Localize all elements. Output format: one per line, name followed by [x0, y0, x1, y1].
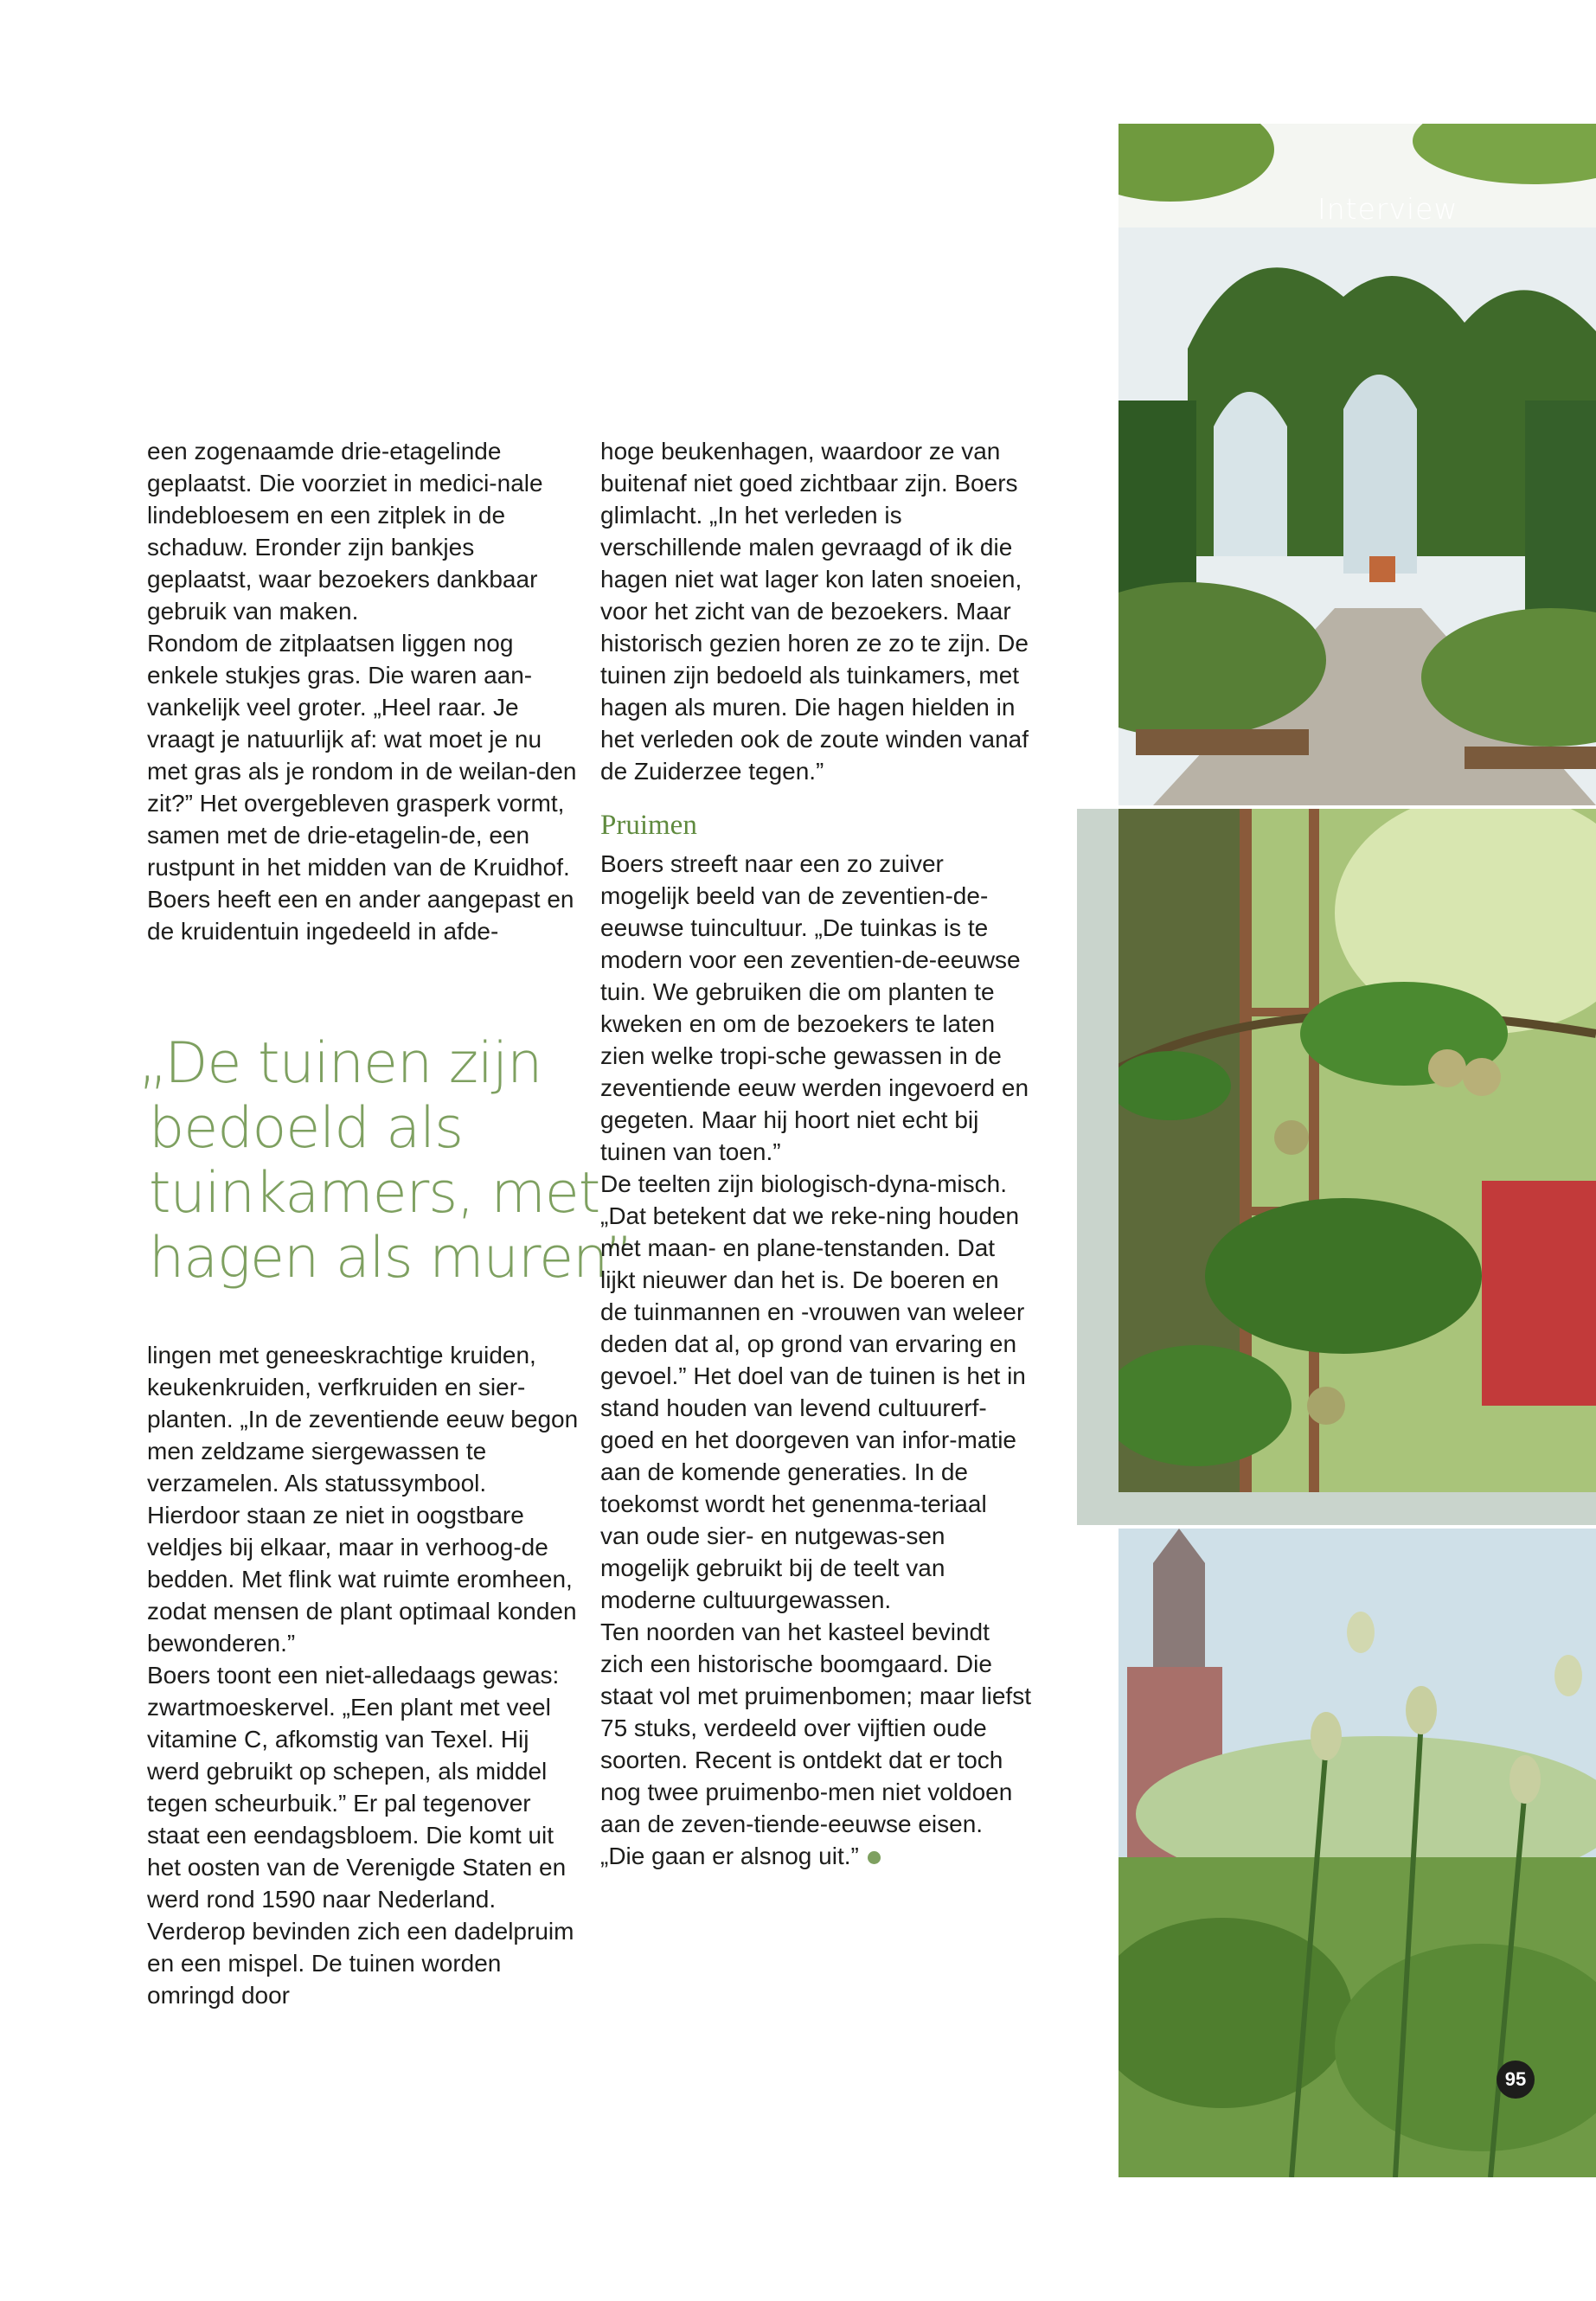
paragraph: Boers streeft naar een zo zuiver mogelijk beeld van de zeventien-de-eeuwse tuincultuur. „De tuinkas is te modern voor een zeventien-de-eeuwse tuin. We gebruiken die om planten te kweken en om de bezoekers te laten zien welke tropi-sche gewassen in de zeventiende eeuw werden ingevoerd en gegeten. Maar hij hoort niet echt bij tuinen van toen.”: [600, 850, 1029, 1165]
pull-quote-line: hagen als muren”: [149, 1226, 633, 1291]
pull-quote-line: bedoeld als: [149, 1096, 464, 1161]
paragraph: hoge beukenhagen, waardoor ze van buitenaf niet goed zichtbaar zijn. Boers glimlacht. „In het verleden is verschillende malen gevraagd of ik die hagen niet wat lager kon laten snoeien, voor het zicht van de bezoekers. Maar historisch gezien horen ze zo te zijn. De tuinen zijn bedoeld als tuinkamers, met hagen als muren. Die hagen hielden in het verleden ook de zoute winden vanaf de Zuiderzee tegen.”: [600, 438, 1029, 785]
section-label: Interview: [1317, 192, 1458, 226]
pull-quote-line: „De tuinen zijn: [138, 1031, 542, 1096]
paragraph: lingen met geneeskrachtige kruiden, keukenkruiden, verfkruiden en sier-planten. „In de zeventiende eeuw begon men zeldzame siergewassen te verzamelen. Als statussymbool. Hierdoor staan ze niet in oogstbare veldjes bij elkaar, maar in verhoog-de bedden. Met flink wat ruimte eromheen, zodat mensen de plant optimaal konden bewonderen.”: [147, 1342, 579, 1657]
article-column-left-top: [147, 435, 580, 947]
paragraph: [600, 1616, 1031, 1872]
pear-branch-photo: [1118, 809, 1596, 1492]
subheading: Pruimen: [600, 810, 697, 841]
paragraph: Boers toont een niet-alledaags gewas: zwartmoeskervel. „Een plant met veel vitamine C, afkomstig van Texel. Hij werd gebruikt op schepen, als middel tegen scheurbuik.” Er pal tegenover staat een eendagsbloem. Die komt uit het oosten van de Verenigde Staten en werd rond 1590 naar Nederland. Verderop bevinden zich een dadelpruim en een mispel. De tuinen worden omringd door: [147, 1662, 574, 2009]
garden-archway-photo: [1118, 124, 1596, 805]
article-column-left-bottom: [147, 1339, 580, 2011]
pull-quote-line: tuinkamers, met: [149, 1161, 600, 1226]
paragraph: Rondom de zitplaatsen liggen nog enkele stukjes gras. Die waren aan-vankelijk veel groter. „Heel raar. Je vraagt je natuurlijk af: wat moet je nu met gras als je rondom in de weilan-den zit?” Het overgebleven grasperk vormt, samen met de drie-etagelin-de, een rustpunt in het midden van de Kruidhof.: [147, 630, 577, 881]
paragraph: een zogenaamde drie-etagelinde geplaatst. Die voorziet in medici-nale lindebloesem en een zitplek in de schaduw. Eronder zijn bankjes geplaatst, waar bezoekers dankbaar gebruik van maken.: [147, 438, 543, 625]
page-number: 95: [1497, 2061, 1535, 2099]
paragraph: Boers heeft een en ander aangepast en de kruidentuin ingedeeld in afde-: [147, 886, 574, 945]
article-column-right: [600, 435, 1031, 1872]
end-of-article-dot: [868, 1851, 881, 1864]
paragraph: De teelten zijn biologisch-dyna-misch. „Dat betekent dat we reke-ning houden met maan- en plane-tenstanden. Dat lijkt nieuwer dan het is. De boeren en de tuinmannen en -vrouwen van weleer deden dat al, op grond van ervaring en gevoel.” Het doel van de tuinen is het in stand houden van levend cultuurerf-goed en het doorgeven van infor-matie aan de komende generaties. In de toekomst wordt het genenma-teriaal van oude sier- en nutgewas-sen mogelijk gebruikt bij de teelt van moderne cultuurgewassen.: [600, 1170, 1026, 1613]
pull-quote: [138, 1031, 633, 1291]
paragraph-text: Ten noorden van het kasteel bevindt zich een historische boomgaard. Die staat vol met pruimenbomen; maar liefst 75 stuks, verdeeld over vijftien oude soorten. Recent is ontdekt dat er toch nog twee pruimenbo-men niet voldoen aan de zeven-tiende-eeuwse eisen. „Die gaan er alsnog uit.”: [600, 1618, 1031, 1869]
